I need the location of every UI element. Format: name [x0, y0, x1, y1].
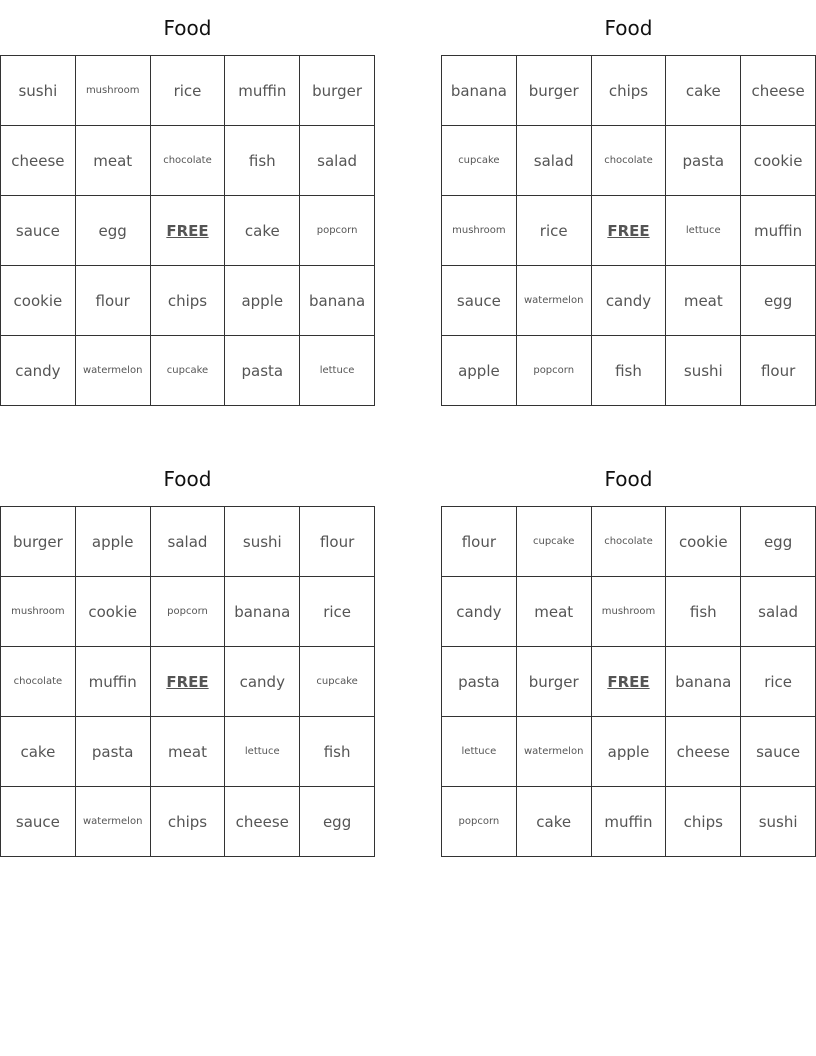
free-space-cell: FREE: [592, 647, 667, 717]
bingo-cell: cake: [1, 717, 76, 787]
bingo-cell: flour: [741, 336, 816, 406]
bingo-cell: cookie: [76, 577, 151, 647]
free-space-cell: FREE: [151, 647, 226, 717]
bingo-cell: chips: [151, 266, 226, 336]
bingo-cell: cheese: [1, 126, 76, 196]
bingo-cell: burger: [1, 507, 76, 577]
bingo-cell: candy: [592, 266, 667, 336]
bingo-cell: burger: [517, 56, 592, 126]
bingo-grid: [441, 506, 816, 857]
bingo-cell: salad: [151, 507, 226, 577]
bingo-cell: sushi: [666, 336, 741, 406]
bingo-cell: cupcake: [442, 126, 517, 196]
bingo-cell: apple: [76, 507, 151, 577]
bingo-cell: apple: [225, 266, 300, 336]
bingo-cell: cookie: [666, 507, 741, 577]
bingo-cell: chips: [666, 787, 741, 857]
bingo-cell: rice: [151, 56, 226, 126]
bingo-cell: sushi: [225, 507, 300, 577]
free-space-cell: FREE: [592, 196, 667, 266]
bingo-cell: rice: [300, 577, 375, 647]
bingo-cell: apple: [592, 717, 667, 787]
free-space-cell: FREE: [151, 196, 226, 266]
bingo-cell: chips: [151, 787, 226, 857]
bingo-cell: apple: [442, 336, 517, 406]
bingo-cell: flour: [442, 507, 517, 577]
bingo-cell: popcorn: [442, 787, 517, 857]
bingo-cell: sauce: [442, 266, 517, 336]
bingo-cell: popcorn: [151, 577, 226, 647]
bingo-cell: sauce: [1, 787, 76, 857]
card-title: Food: [604, 16, 653, 40]
card-title: Food: [604, 467, 653, 491]
bingo-cell: watermelon: [76, 336, 151, 406]
bingo-cell: cake: [517, 787, 592, 857]
bingo-cell: meat: [666, 266, 741, 336]
bingo-cell: muffin: [76, 647, 151, 717]
bingo-cell: cake: [666, 56, 741, 126]
bingo-cell: cupcake: [300, 647, 375, 717]
bingo-cell: flour: [300, 507, 375, 577]
bingo-cell: chocolate: [592, 126, 667, 196]
bingo-cell: popcorn: [517, 336, 592, 406]
bingo-cell: cupcake: [151, 336, 226, 406]
bingo-grid: [0, 506, 375, 857]
bingo-cell: fish: [592, 336, 667, 406]
card-title: Food: [163, 467, 212, 491]
bingo-cell: mushroom: [442, 196, 517, 266]
bingo-cell: sauce: [1, 196, 76, 266]
bingo-cell: popcorn: [300, 196, 375, 266]
bingo-cell: muffin: [225, 56, 300, 126]
bingo-cell: fish: [300, 717, 375, 787]
bingo-cell: salad: [517, 126, 592, 196]
bingo-cell: rice: [517, 196, 592, 266]
bingo-cell: banana: [666, 647, 741, 717]
bingo-cell: salad: [300, 126, 375, 196]
bingo-cell: banana: [300, 266, 375, 336]
bingo-cell: burger: [300, 56, 375, 126]
bingo-cell: watermelon: [517, 717, 592, 787]
bingo-cell: sushi: [741, 787, 816, 857]
bingo-cell: rice: [741, 647, 816, 717]
bingo-cell: egg: [300, 787, 375, 857]
bingo-cell: banana: [442, 56, 517, 126]
bingo-cell: egg: [741, 266, 816, 336]
bingo-cell: meat: [517, 577, 592, 647]
bingo-cell: cookie: [741, 126, 816, 196]
bingo-cell: candy: [225, 647, 300, 717]
bingo-cell: chips: [592, 56, 667, 126]
bingo-cell: cheese: [741, 56, 816, 126]
bingo-cell: egg: [76, 196, 151, 266]
bingo-cell: cake: [225, 196, 300, 266]
bingo-cell: muffin: [592, 787, 667, 857]
bingo-cell: meat: [151, 717, 226, 787]
bingo-cell: lettuce: [442, 717, 517, 787]
bingo-cell: candy: [1, 336, 76, 406]
bingo-cell: pasta: [76, 717, 151, 787]
bingo-cell: chocolate: [151, 126, 226, 196]
bingo-cell: fish: [666, 577, 741, 647]
bingo-cell: watermelon: [517, 266, 592, 336]
bingo-cell: mushroom: [1, 577, 76, 647]
bingo-cell: mushroom: [76, 56, 151, 126]
bingo-cell: sauce: [741, 717, 816, 787]
bingo-cell: chocolate: [1, 647, 76, 717]
bingo-cell: sushi: [1, 56, 76, 126]
bingo-cell: candy: [442, 577, 517, 647]
bingo-cell: fish: [225, 126, 300, 196]
bingo-cell: egg: [741, 507, 816, 577]
bingo-cell: cookie: [1, 266, 76, 336]
bingo-grid: [441, 55, 816, 406]
bingo-cell: salad: [741, 577, 816, 647]
bingo-cell: cheese: [666, 717, 741, 787]
bingo-cell: lettuce: [225, 717, 300, 787]
bingo-cell: muffin: [741, 196, 816, 266]
bingo-cell: burger: [517, 647, 592, 717]
bingo-cell: pasta: [225, 336, 300, 406]
bingo-grid: [0, 55, 375, 406]
bingo-cell: meat: [76, 126, 151, 196]
bingo-cell: cupcake: [517, 507, 592, 577]
bingo-cell: watermelon: [76, 787, 151, 857]
card-title: Food: [163, 16, 212, 40]
bingo-cell: lettuce: [300, 336, 375, 406]
bingo-cell: banana: [225, 577, 300, 647]
bingo-cell: mushroom: [592, 577, 667, 647]
bingo-cell: cheese: [225, 787, 300, 857]
bingo-cell: lettuce: [666, 196, 741, 266]
bingo-cell: pasta: [442, 647, 517, 717]
bingo-cell: chocolate: [592, 507, 667, 577]
bingo-cell: pasta: [666, 126, 741, 196]
bingo-cell: flour: [76, 266, 151, 336]
